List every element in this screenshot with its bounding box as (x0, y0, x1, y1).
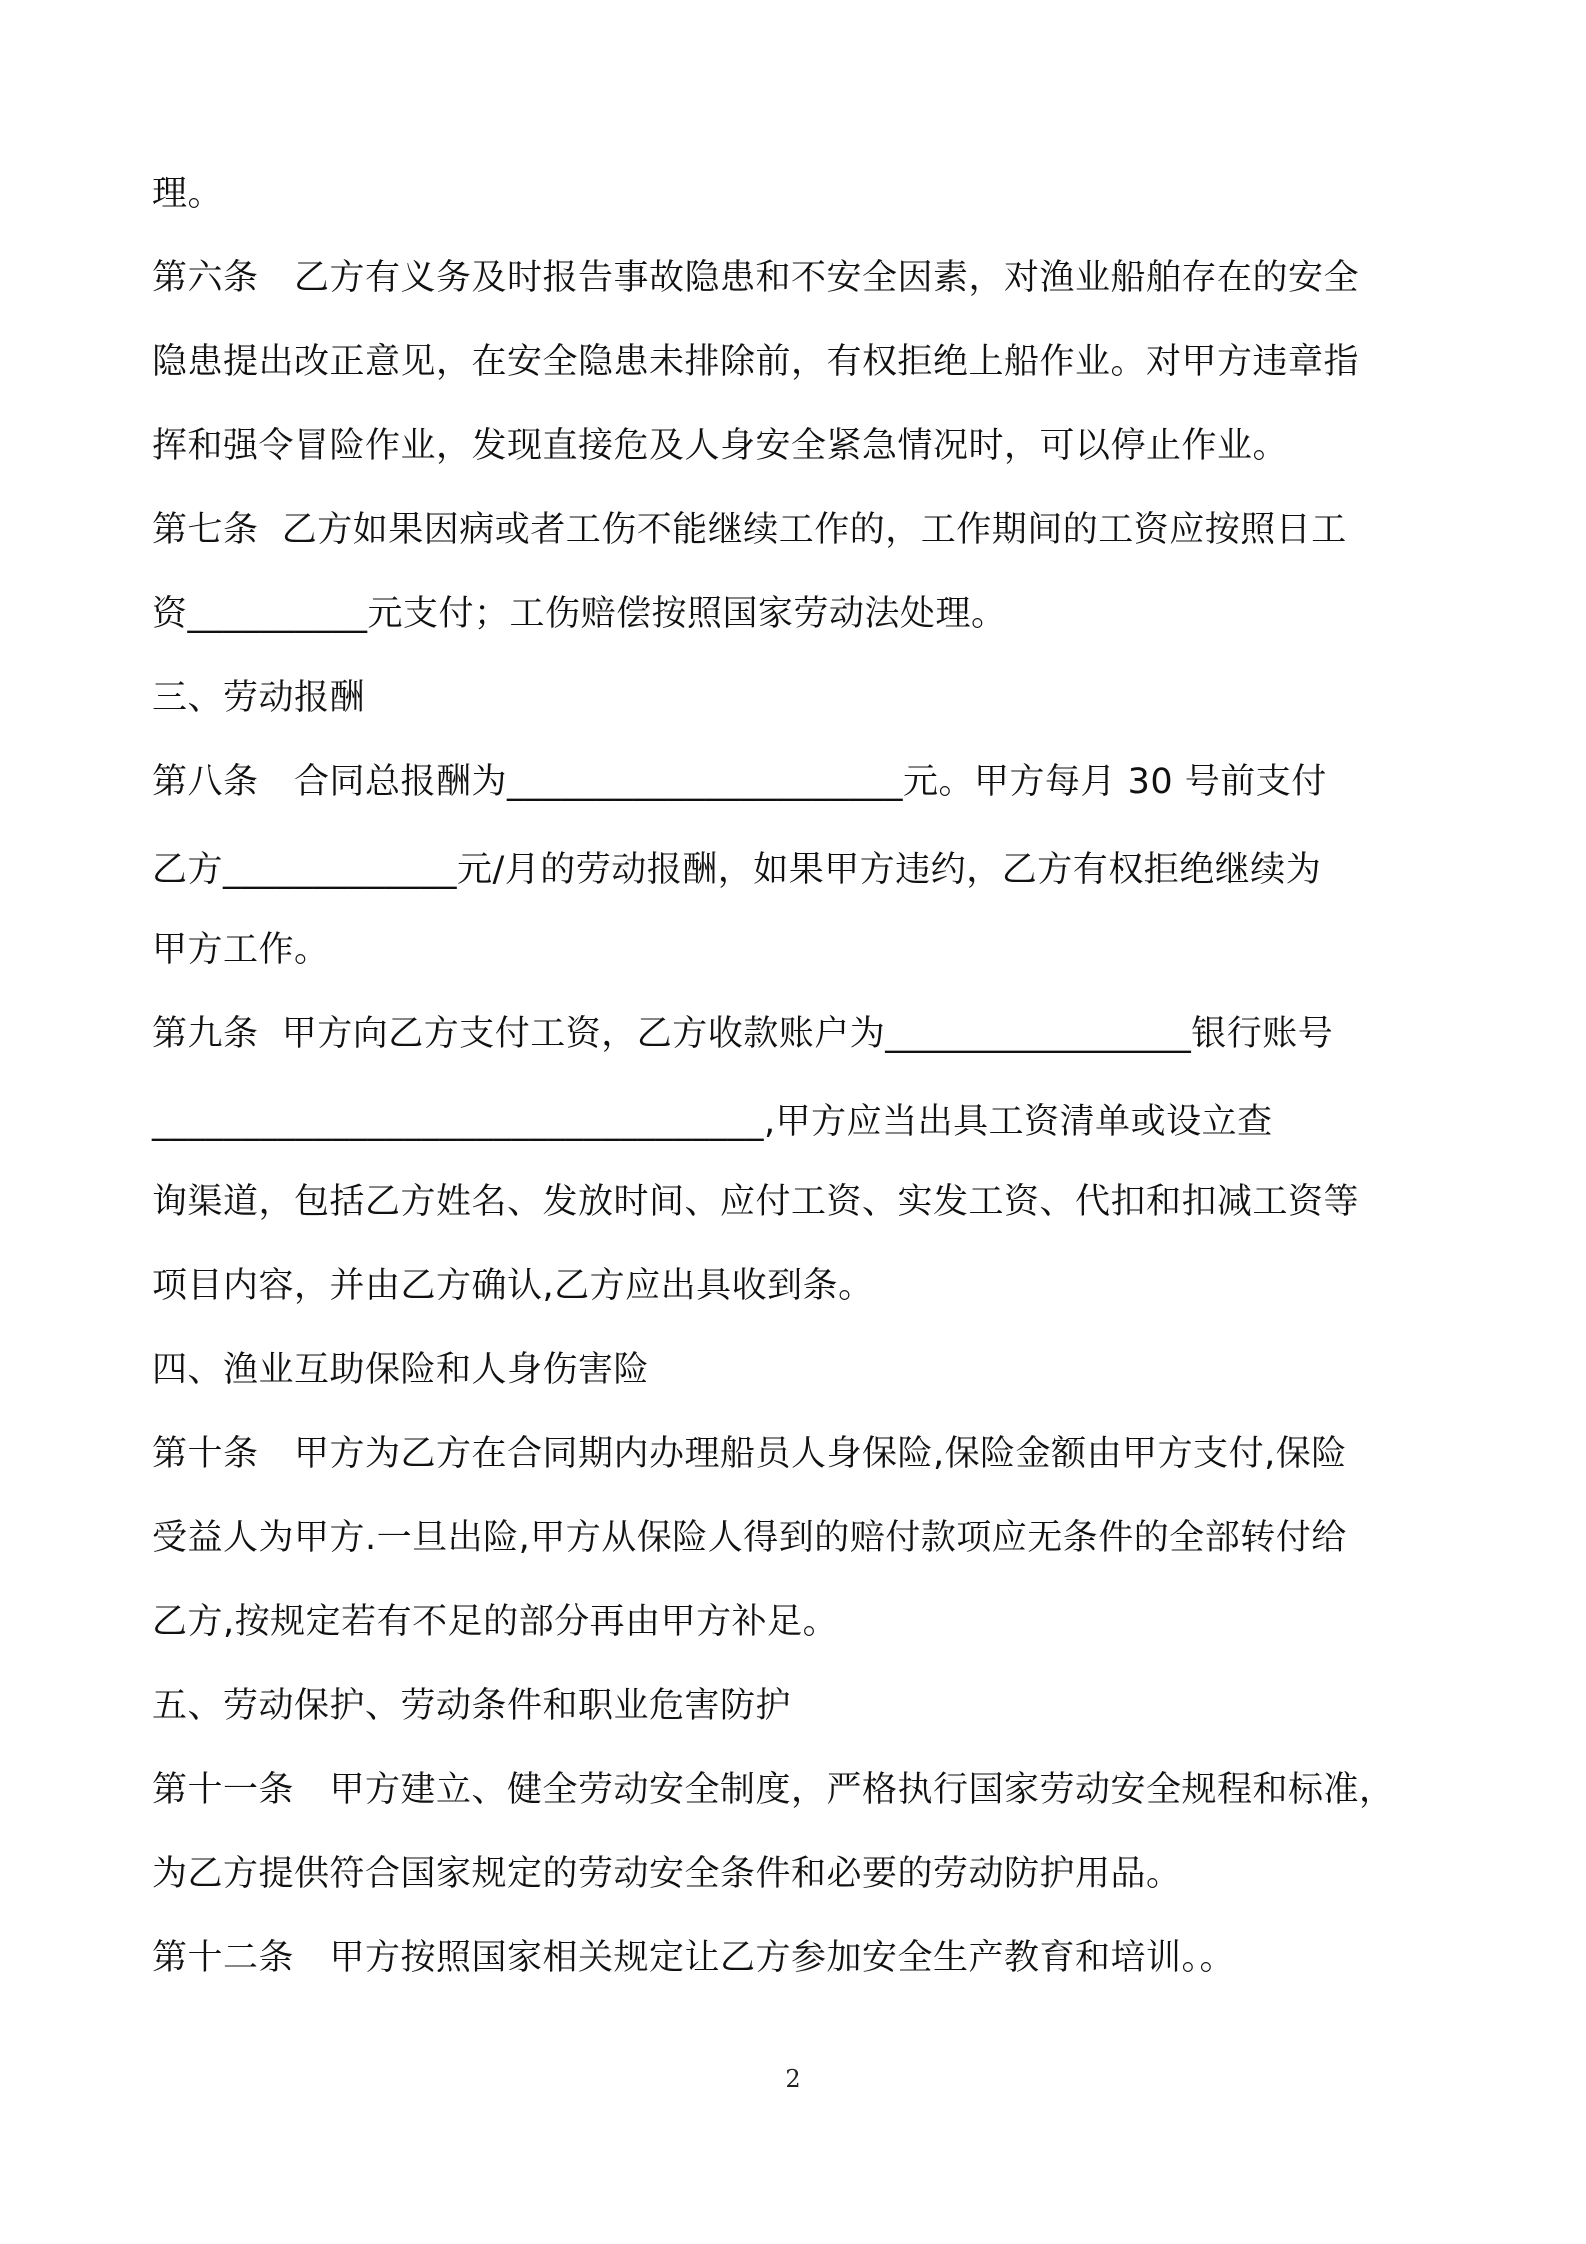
text-line: 第九条 甲方向乙方支付工资，乙方收款账户为_________________银行账号 (152, 1014, 1334, 1054)
text-line: 第十一条 甲方建立、健全劳动安全制度，严格执行国家劳动安全规程和标准， (152, 1770, 1395, 1810)
text-line: 甲方工作。 (152, 930, 330, 970)
text-line: 理。 (152, 174, 224, 214)
text-line: 第十二条 甲方按照国家相关规定让乙方参加安全生产教育和培训。。 (152, 1938, 1236, 1978)
text-line: 乙方_____________元/月的劳动报酬，如果甲方违约，乙方有权拒绝继续为 (152, 850, 1322, 890)
section-heading: 三、劳动报酬 (152, 678, 366, 718)
page-number: 2 (785, 2065, 801, 2093)
text-line: 第十条 甲方为乙方在合同期内办理船员人身保险,保险金额由甲方支付,保险 (152, 1434, 1347, 1474)
text-line: 隐患提出改正意见，在安全隐患未排除前，有权拒绝上船作业。对甲方违章指 (152, 342, 1360, 382)
text-line: 资__________元支付；工伤赔偿按照国家劳动法处理。 (152, 594, 1007, 634)
text-line: 乙方,按规定若有不足的部分再由甲方补足。 (152, 1602, 839, 1642)
text-line: __________________________________,甲方应当出具工资清单或设立查 (152, 1102, 1273, 1142)
section-heading: 四、渔业互助保险和人身伤害险 (152, 1350, 650, 1390)
text-line: 项目内容，并由乙方确认,乙方应出具收到条。 (152, 1266, 874, 1306)
text-line: 挥和强令冒险作业，发现直接危及人身安全紧急情况时，可以停止作业。 (152, 426, 1289, 466)
text-line: 第六条 乙方有义务及时报告事故隐患和不安全因素，对渔业船舶存在的安全 (152, 258, 1360, 298)
text-line: 第八条 合同总报酬为______________________元。甲方每月 30 号前支付 (152, 762, 1327, 802)
text-line: 受益人为甲方.一旦出险,甲方从保险人得到的赔付款项应无条件的全部转付给 (152, 1518, 1347, 1558)
section-heading: 五、劳动保护、劳动条件和职业危害防护 (152, 1686, 792, 1726)
text-line: 第七条 乙方如果因病或者工伤不能继续工作的，工作期间的工资应按照日工 (152, 510, 1347, 550)
text-line: 为乙方提供符合国家规定的劳动安全条件和必要的劳动防护用品。 (152, 1854, 1182, 1894)
text-line: 询渠道，包括乙方姓名、发放时间、应付工资、实发工资、代扣和扣减工资等 (152, 1182, 1360, 1222)
